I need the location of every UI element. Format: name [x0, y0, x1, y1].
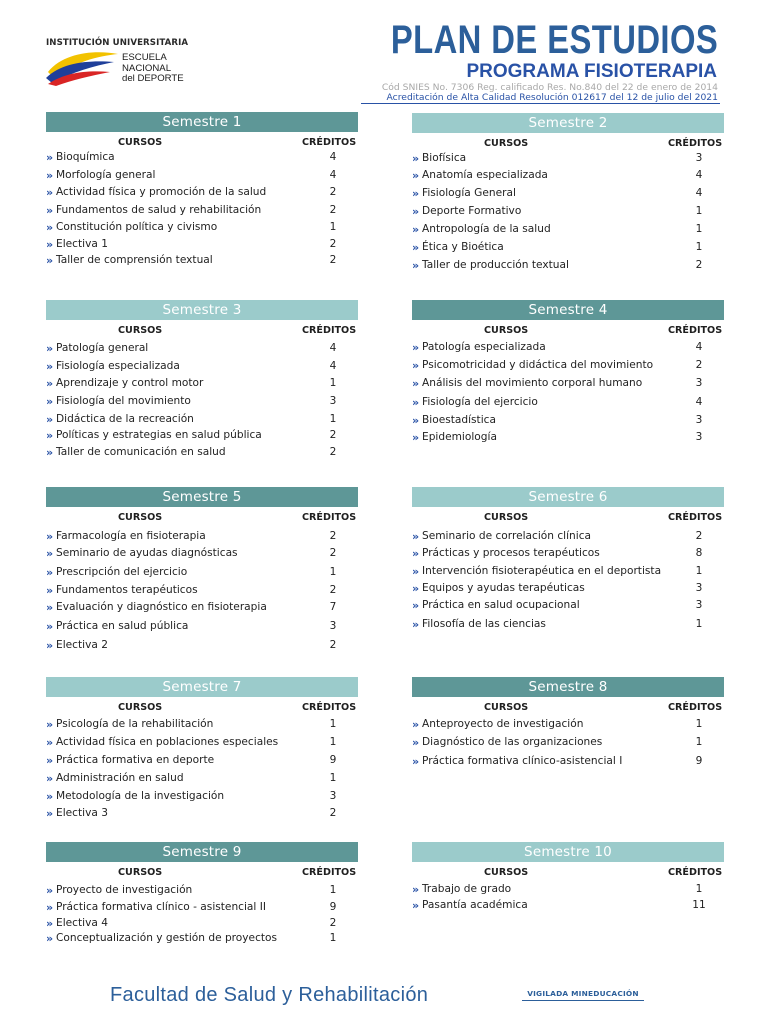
course-credits: 2	[329, 917, 337, 929]
logo-line-3: del DEPORTE	[122, 73, 184, 84]
course-name: Administración en salud	[56, 772, 184, 784]
course-credits: 4	[329, 360, 337, 372]
course-name: Fundamentos de salud y rehabilitación	[56, 204, 262, 216]
course-credits: 2	[695, 359, 703, 371]
bullet-arrow-icon: »	[46, 620, 54, 633]
course-credits: 2	[329, 446, 337, 458]
mineducacion-badge: VIGILADA MINEDUCACIÓN	[522, 988, 644, 1001]
courses-header: CURSOS	[118, 512, 163, 523]
bullet-arrow-icon: »	[412, 547, 420, 560]
course-credits: 1	[329, 884, 337, 896]
semester-title: Semestre 6	[412, 487, 724, 507]
bullet-arrow-icon: »	[46, 736, 54, 749]
semester-2-block	[412, 113, 724, 272]
course-credits: 8	[695, 547, 703, 559]
bullet-arrow-icon: »	[412, 396, 420, 409]
course-credits: 3	[329, 790, 337, 802]
bullet-arrow-icon: »	[46, 754, 54, 767]
course-name: Morfología general	[56, 169, 156, 181]
bullet-arrow-icon: »	[46, 429, 54, 442]
course-name: Aprendizaje y control motor	[56, 377, 204, 389]
column-headers	[412, 134, 724, 152]
bullet-arrow-icon: »	[412, 259, 420, 272]
course-name: Fisiología General	[422, 187, 516, 199]
course-credits: 1	[329, 221, 337, 233]
snies-registration: Cód SNIES No. 7306 Reg. calificado Res. No.840 del 22 de enero de 2014	[381, 82, 718, 93]
courses-header: CURSOS	[484, 867, 529, 878]
course-name: Psicología de la rehabilitación	[56, 718, 214, 730]
semester-4-block	[412, 300, 724, 444]
course-name: Patología general	[56, 342, 149, 354]
course-name: Práctica en salud ocupacional	[422, 599, 580, 611]
page-title: PLAN DE ESTUDIOS	[390, 18, 718, 62]
course-name: Farmacología en fisioterapia	[56, 530, 206, 542]
bullet-arrow-icon: »	[46, 169, 54, 182]
semester-7-block	[46, 677, 358, 820]
bullet-arrow-icon: »	[46, 718, 54, 731]
course-name: Práctica en salud pública	[56, 620, 189, 632]
course-credits: 7	[329, 601, 337, 613]
course-credits: 3	[695, 152, 703, 164]
course-credits: 1	[695, 565, 703, 577]
course-credits: 2	[329, 639, 337, 651]
course-credits: 1	[695, 618, 703, 630]
course-credits: 1	[329, 736, 337, 748]
course-name: Pasantía académica	[422, 899, 528, 911]
course-credits: 1	[329, 377, 337, 389]
courses-header: CURSOS	[118, 325, 163, 336]
credits-header: CRÉDITOS	[302, 702, 357, 713]
credits-header: CRÉDITOS	[668, 702, 723, 713]
course-name: Anteproyecto de investigación	[422, 718, 584, 730]
semester-title: Semestre 10	[412, 842, 724, 862]
courses-header: CURSOS	[484, 325, 529, 336]
bullet-arrow-icon: »	[46, 932, 54, 945]
bullet-arrow-icon: »	[46, 639, 54, 652]
column-headers	[412, 698, 724, 716]
course-credits: 3	[695, 431, 703, 443]
column-headers	[46, 863, 358, 881]
bullet-arrow-icon: »	[412, 618, 420, 631]
course-credits: 1	[695, 718, 703, 730]
course-credits: 3	[695, 414, 703, 426]
bullet-arrow-icon: »	[412, 187, 420, 200]
credits-header: CRÉDITOS	[302, 867, 357, 878]
bullet-arrow-icon: »	[412, 341, 420, 354]
course-credits: 1	[695, 205, 703, 217]
course-credits: 2	[329, 547, 337, 559]
course-name: Evaluación y diagnóstico en fisioterapia	[56, 601, 267, 613]
course-name: Fundamentos terapéuticos	[56, 584, 198, 596]
bullet-arrow-icon: »	[412, 530, 420, 543]
course-name: Actividad física y promoción de la salud	[56, 186, 267, 198]
course-name: Electiva 3	[56, 807, 108, 819]
course-credits: 3	[695, 377, 703, 389]
bullet-arrow-icon: »	[412, 582, 420, 595]
bullet-arrow-icon: »	[46, 342, 54, 355]
bullet-arrow-icon: »	[46, 446, 54, 459]
bullet-arrow-icon: »	[412, 431, 420, 444]
course-name: Proyecto de investigación	[56, 884, 193, 896]
credits-header: CRÉDITOS	[668, 512, 723, 523]
bullet-arrow-icon: »	[46, 584, 54, 597]
semester-title: Semestre 1	[46, 112, 358, 132]
course-credits: 4	[695, 396, 703, 408]
bullet-arrow-icon: »	[46, 530, 54, 543]
bullet-arrow-icon: »	[412, 169, 420, 182]
bullet-arrow-icon: »	[46, 807, 54, 820]
bullet-arrow-icon: »	[46, 186, 54, 199]
credits-header: CRÉDITOS	[302, 325, 357, 336]
course-credits: 4	[329, 169, 337, 181]
course-credits: 3	[329, 395, 337, 407]
course-name: Diagnóstico de las organizaciones	[422, 736, 603, 748]
bullet-arrow-icon: »	[412, 736, 420, 749]
bullet-arrow-icon: »	[412, 718, 420, 731]
course-name: Fisiología especializada	[56, 360, 180, 372]
course-credits: 11	[692, 899, 706, 911]
bullet-arrow-icon: »	[412, 899, 420, 912]
course-name: Equipos y ayudas terapéuticas	[422, 582, 585, 594]
course-credits: 9	[695, 755, 703, 767]
course-name: Taller de comunicación en salud	[56, 446, 226, 458]
course-credits: 3	[329, 620, 337, 632]
bullet-arrow-icon: »	[412, 755, 420, 768]
logo-line-1: ESCUELA	[122, 52, 167, 63]
course-name: Electiva 4	[56, 917, 108, 929]
column-headers	[46, 698, 358, 716]
course-credits: 1	[329, 772, 337, 784]
column-headers	[46, 321, 358, 339]
course-credits: 2	[329, 584, 337, 596]
course-credits: 2	[329, 807, 337, 819]
credits-header: CRÉDITOS	[302, 137, 357, 148]
courses-header: CURSOS	[118, 702, 163, 713]
courses-header: CURSOS	[484, 512, 529, 523]
semester-5-block	[46, 487, 358, 652]
course-credits: 1	[695, 736, 703, 748]
course-credits: 2	[329, 186, 337, 198]
semester-title: Semestre 4	[412, 300, 724, 320]
bullet-arrow-icon: »	[412, 599, 420, 612]
course-name: Patología especializada	[422, 341, 546, 353]
bullet-arrow-icon: »	[46, 151, 54, 164]
course-name: Biofísica	[422, 152, 467, 164]
bullet-arrow-icon: »	[46, 547, 54, 560]
course-credits: 2	[695, 530, 703, 542]
course-name: Electiva 1	[56, 238, 108, 250]
course-name: Actividad física en poblaciones especiales	[56, 736, 279, 748]
header-divider	[361, 103, 720, 104]
course-credits: 3	[695, 582, 703, 594]
semester-1-block	[46, 112, 358, 267]
semester-title: Semestre 7	[46, 677, 358, 697]
credits-header: CRÉDITOS	[668, 138, 723, 149]
course-name: Bioquímica	[56, 151, 115, 163]
course-name: Práctica formativa en deporte	[56, 754, 215, 766]
bullet-arrow-icon: »	[46, 254, 54, 267]
course-credits: 2	[329, 530, 337, 542]
bullet-arrow-icon: »	[412, 414, 420, 427]
accreditation-note: Acreditación de Alta Calidad Resolución 012617 del 12 de julio del 2021	[386, 92, 718, 103]
bullet-arrow-icon: »	[46, 901, 54, 914]
semester-3-block	[46, 300, 358, 459]
course-name: Electiva 2	[56, 639, 108, 651]
semester-title: Semestre 8	[412, 677, 724, 697]
course-credits: 4	[695, 341, 703, 353]
course-name: Filosofía de las ciencias	[422, 618, 546, 630]
course-name: Metodología de la investigación	[56, 790, 225, 802]
semester-title: Semestre 3	[46, 300, 358, 320]
course-name: Fisiología del ejercicio	[422, 396, 538, 408]
credits-header: CRÉDITOS	[668, 867, 723, 878]
bullet-arrow-icon: »	[46, 601, 54, 614]
bullet-arrow-icon: »	[412, 241, 420, 254]
institution-logo	[44, 48, 204, 88]
course-credits: 1	[329, 566, 337, 578]
bullet-arrow-icon: »	[46, 360, 54, 373]
bullet-arrow-icon: »	[412, 883, 420, 896]
course-name: Conceptualización y gestión de proyectos	[56, 932, 278, 944]
bullet-arrow-icon: »	[412, 359, 420, 372]
course-name: Políticas y estrategias en salud pública	[56, 429, 262, 441]
credits-header: CRÉDITOS	[668, 325, 723, 336]
bullet-arrow-icon: »	[412, 152, 420, 165]
column-headers	[46, 508, 358, 526]
semester-8-block	[412, 677, 724, 768]
column-headers	[412, 321, 724, 339]
course-credits: 4	[695, 187, 703, 199]
course-credits: 9	[329, 901, 337, 913]
course-name: Taller de producción textual	[422, 259, 569, 271]
semester-6-block	[412, 487, 724, 631]
bullet-arrow-icon: »	[412, 223, 420, 236]
bullet-arrow-icon: »	[46, 566, 54, 579]
course-name: Fisiología del movimiento	[56, 395, 191, 407]
course-credits: 1	[695, 223, 703, 235]
column-headers	[46, 133, 358, 151]
courses-header: CURSOS	[484, 702, 529, 713]
course-name: Seminario de ayudas diagnósticas	[56, 547, 238, 559]
course-credits: 2	[329, 238, 337, 250]
course-name: Bioestadística	[422, 414, 496, 426]
flag-swoosh-icon	[44, 50, 120, 86]
logo-wordmark	[122, 53, 184, 85]
course-credits: 1	[329, 718, 337, 730]
semester-10-block	[412, 842, 724, 912]
bullet-arrow-icon: »	[46, 221, 54, 234]
course-credits: 1	[695, 241, 703, 253]
course-name: Anatomía especializada	[422, 169, 548, 181]
course-credits: 2	[695, 259, 703, 271]
course-credits: 2	[329, 429, 337, 441]
course-credits: 1	[695, 883, 703, 895]
logo-line-2: NACIONAL	[122, 62, 172, 74]
course-credits: 1	[329, 413, 337, 425]
semester-title: Semestre 9	[46, 842, 358, 862]
course-credits: 4	[329, 151, 337, 163]
course-name: Trabajo de grado	[422, 883, 512, 895]
course-credits: 1	[329, 932, 337, 944]
bullet-arrow-icon: »	[46, 204, 54, 217]
bullet-arrow-icon: »	[46, 377, 54, 390]
semester-title: Semestre 5	[46, 487, 358, 507]
course-credits: 2	[329, 204, 337, 216]
credits-header: CRÉDITOS	[302, 512, 357, 523]
column-headers	[412, 863, 724, 881]
bullet-arrow-icon: »	[412, 565, 420, 578]
courses-header: CURSOS	[118, 137, 163, 148]
course-name: Práctica formativa clínico - asistencial II	[56, 901, 266, 913]
bullet-arrow-icon: »	[46, 395, 54, 408]
courses-header: CURSOS	[484, 138, 529, 149]
semester-title: Semestre 2	[412, 113, 724, 133]
course-credits: 3	[695, 599, 703, 611]
course-name: Ética y Bioética	[422, 241, 504, 253]
institution-label: INSTITUCIÓN UNIVERSITARIA	[46, 38, 189, 48]
semester-9-block	[46, 842, 358, 945]
bullet-arrow-icon: »	[46, 790, 54, 803]
bullet-arrow-icon: »	[46, 238, 54, 251]
course-credits: 2	[329, 254, 337, 266]
bullet-arrow-icon: »	[46, 772, 54, 785]
course-name: Didáctica de la recreación	[56, 413, 194, 425]
column-headers	[412, 508, 724, 526]
course-name: Constitución política y civismo	[56, 221, 218, 233]
course-name: Intervención fisioterapéutica en el deportista	[422, 565, 662, 577]
bullet-arrow-icon: »	[46, 413, 54, 426]
bullet-arrow-icon: »	[46, 917, 54, 930]
course-name: Psicomotricidad y didáctica del movimiento	[422, 359, 654, 371]
course-credits: 9	[329, 754, 337, 766]
course-name: Deporte Formativo	[422, 205, 522, 217]
course-name: Taller de comprensión textual	[56, 254, 213, 266]
course-name: Antropología de la salud	[422, 223, 551, 235]
bullet-arrow-icon: »	[412, 205, 420, 218]
program-subtitle: PROGRAMA FISIOTERAPIA	[466, 61, 717, 82]
bullet-arrow-icon: »	[412, 377, 420, 390]
course-credits: 4	[329, 342, 337, 354]
faculty-footer: Facultad de Salud y Rehabilitación	[110, 984, 429, 1006]
courses-header: CURSOS	[118, 867, 163, 878]
bullet-arrow-icon: »	[46, 884, 54, 897]
course-name: Prescripción del ejercicio	[56, 566, 188, 578]
course-name: Epidemiología	[422, 431, 497, 443]
course-name: Seminario de correlación clínica	[422, 530, 592, 542]
course-name: Análisis del movimiento corporal humano	[422, 377, 643, 389]
course-credits: 4	[695, 169, 703, 181]
course-name: Prácticas y procesos terapéuticos	[422, 547, 600, 559]
course-name: Práctica formativa clínico-asistencial I	[422, 755, 623, 767]
